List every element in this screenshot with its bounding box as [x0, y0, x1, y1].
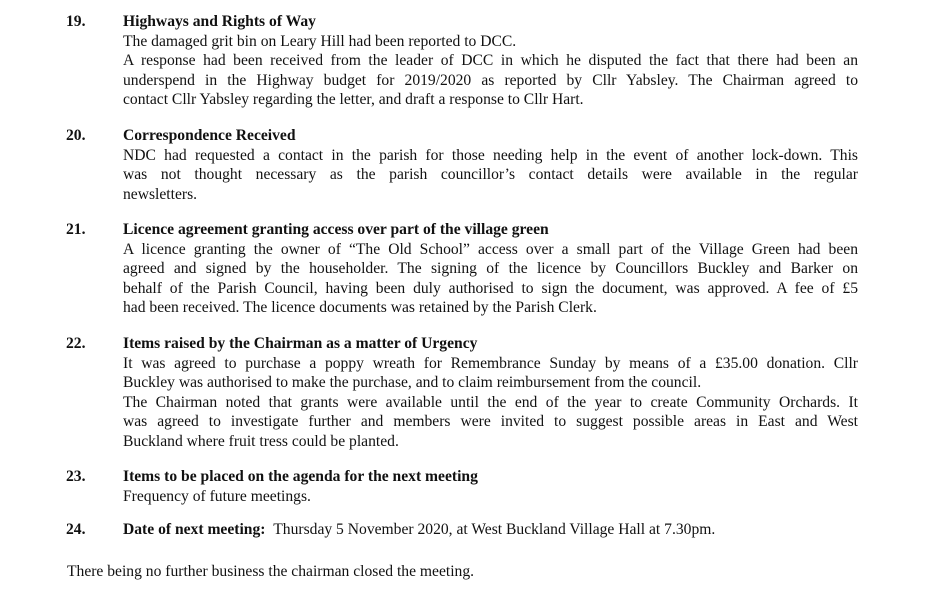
closing-statement: There being no further business the chairman closed the meeting.	[67, 563, 475, 580]
item-heading: Items raised by the Chairman as a matter of Urgency	[123, 335, 478, 352]
item-body	[123, 12, 858, 110]
item-body	[123, 220, 858, 318]
item-heading: Items to be placed on the agenda for the next meeting	[123, 468, 478, 485]
item-body	[123, 520, 858, 540]
item-text-line: newsletters.	[123, 185, 198, 203]
item-text-line: A response had been received from the leader of DCC in which he disputed the fact that there had been an	[123, 52, 858, 70]
item-text-line: was agreed to investigate further and members were invited to suggest possible areas in East and West	[123, 413, 858, 431]
item-text-line: agreed and signed by the householder. The signing of the licence by Councillors Buckley and Barker on	[123, 260, 858, 278]
item-heading: Highways and Rights of Way	[123, 13, 316, 30]
item-text-line: A licence granting the owner of “The Old School” access over a small part of the Village Green had been	[123, 240, 858, 258]
item-heading: Licence agreement granting access over part of the village green	[123, 221, 549, 238]
item-text-line: had been received. The licence documents was retained by the Parish Clerk.	[123, 299, 597, 317]
item-text-line: behalf of the Parish Council, having been duly authorised to sign the document, was approved. A fee of £5	[123, 279, 858, 297]
item-number: 23.	[66, 468, 86, 485]
item-heading: Date of next meeting:	[123, 521, 266, 538]
item-text-line: underspend in the Highway budget for 2019/2020 as reported by Cllr Yabsley. The Chairman agreed to	[123, 71, 858, 89]
item-body	[123, 467, 858, 506]
item-heading: Correspondence Received	[123, 127, 296, 144]
item-body	[123, 126, 858, 204]
item-text-line: The Chairman noted that grants were available until the end of the year to create Community Orchards. It	[123, 393, 858, 411]
item-text-line: Buckland where fruit tress could be planted.	[123, 432, 399, 450]
item-text-line: contact Cllr Yabsley regarding the letter, and draft a response to Cllr Hart.	[123, 91, 584, 109]
item-text-line: was not thought necessary as the parish councillor’s contact details were available in the regular	[123, 166, 858, 184]
item-number: 24.	[66, 521, 86, 538]
item-body	[123, 334, 858, 452]
item-number: 20.	[66, 127, 86, 144]
item-number: 22.	[66, 335, 86, 352]
item-number: 21.	[66, 221, 86, 238]
item-text-line: Buckley was authorised to make the purchase, and to claim reimbursement from the council.	[123, 374, 702, 392]
item-text-line: NDC had requested a contact in the parish for those needing help in the event of another lock-down. This	[123, 146, 858, 164]
item-text-line: Frequency of future meetings.	[123, 487, 311, 505]
item-text-line: The damaged grit bin on Leary Hill had been reported to DCC.	[123, 32, 517, 50]
next-meeting-details: Thursday 5 November 2020, at West Buckland Village Hall at 7.30pm.	[273, 521, 716, 538]
next-meeting-line	[123, 520, 858, 540]
item-text-line: It was agreed to purchase a poppy wreath for Remembrance Sunday by means of a £35.00 donation. Cllr	[123, 354, 858, 372]
item-number: 19.	[66, 13, 86, 30]
